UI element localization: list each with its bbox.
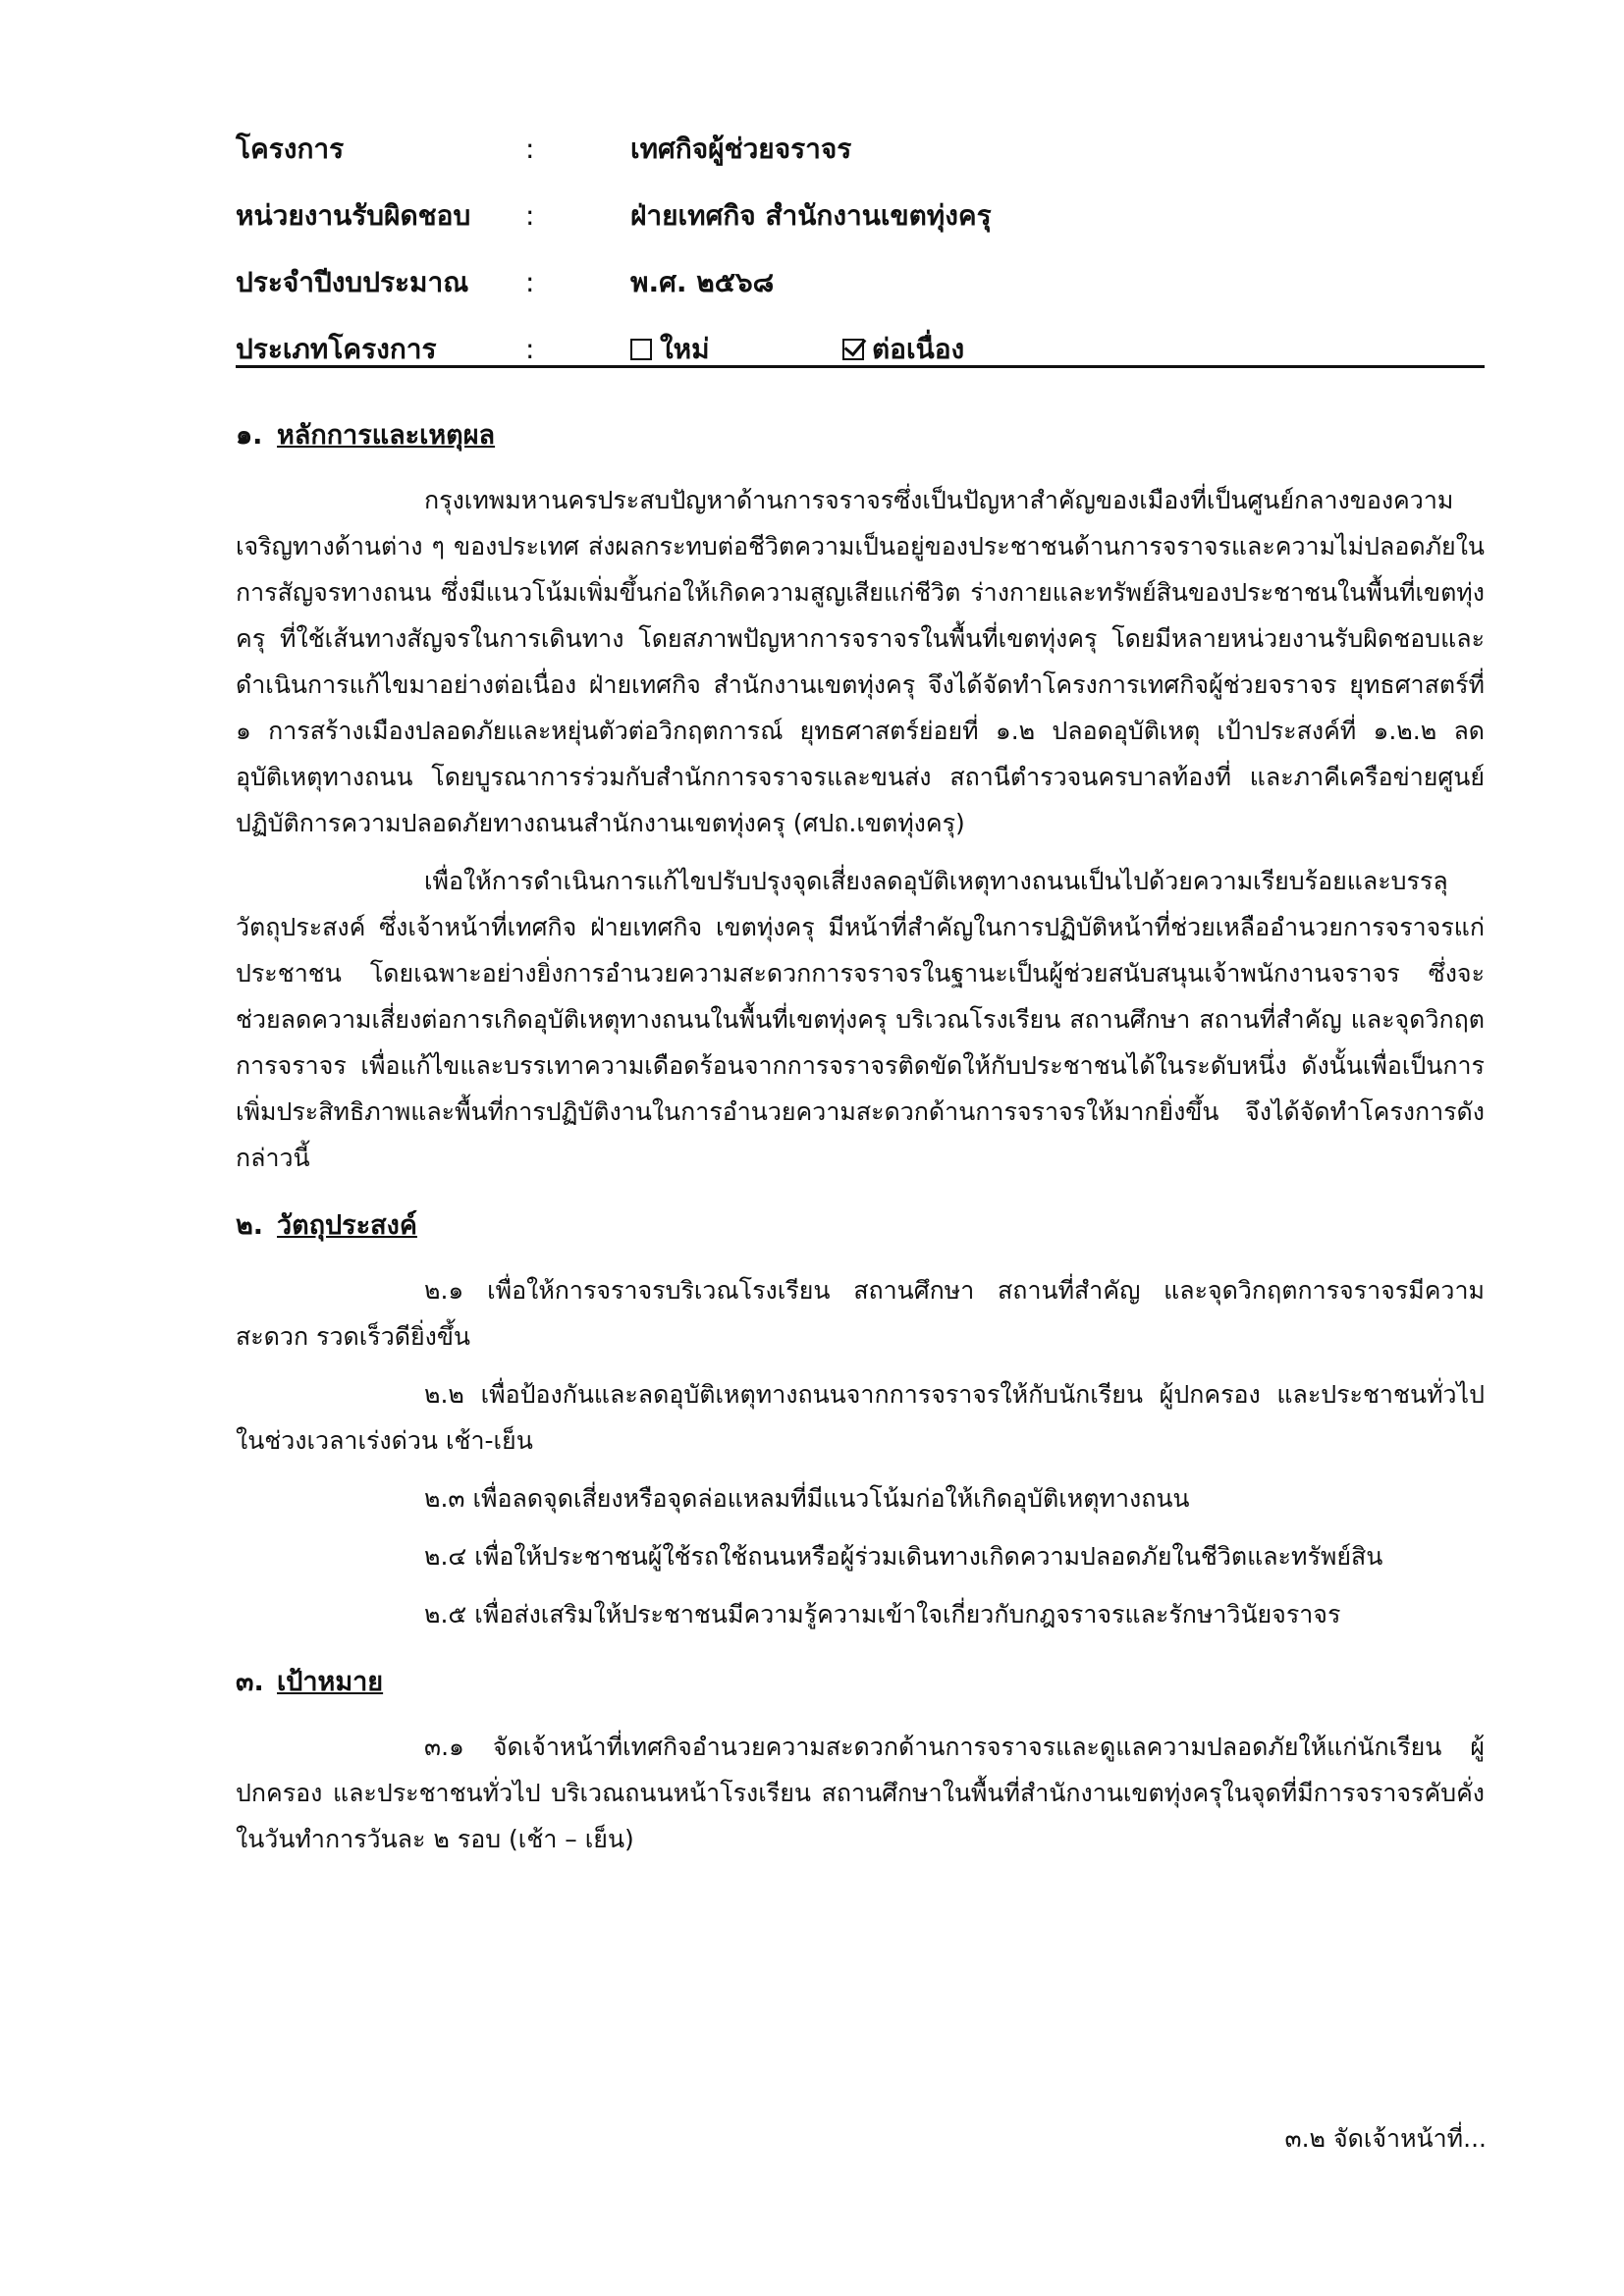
objective-item-4: ๒.๔ เพื่อให้ประชาชนผู้ใช้รถใช้ถนนหรือผู้ร่วมเดินทางเกิดความปลอดภัยในชีวิตและทรัพย์สิน (424, 1542, 1383, 1571)
section-number: ๓. (236, 1667, 264, 1697)
header-row-project (236, 116, 1485, 183)
rationale-paragraph-1: กรุงเทพมหานครประสบปัญหาด้านการจราจรซึ่งเป็นปัญหาสำคัญของเมืองที่เป็นศูนย์กลางของความเจริญทางด้านต่าง ๆ ของประเทศ ส่งผลกระทบต่อชีวิตความเป็นอยู่ของประชาชนด้านการจราจรและความไม่ปลอดภัยในการสัญจรทางถนน ซึ่งมีแนวโน้มเพิ่มขึ้นก่อให้เกิดความสูญเสียแก่ชีวิต ร่างกายและทรัพย์สินของประชาชนในพื้นที่เขตทุ่งครุ ที่ใช้เส้นทางสัญจรในการเดินทาง โดยสภาพปัญหาการจราจรในพื้นที่เขตทุ่งครุ โดยมีหลายหน่วยงานรับผิดชอบและดำเนินการแก้ไขมาอย่างต่อเนื่อง ฝ่ายเทศกิจ สำนักงานเขตทุ่งครุ จึงได้จัดทำโครงการเทศกิจผู้ช่วยจราจร ยุทธศาสตร์ที่ ๑ การสร้างเมืองปลอดภัยและหยุ่นตัวต่อวิกฤตการณ์ ยุทธศาสตร์ย่อยที่ ๑.๒ ปลอดอุบัติเหตุ เป้าประสงค์ที่ ๑.๒.๒ ลดอุบัติเหตุทางถนน โดยบูรณาการร่วมกับสำนักการจราจรและขนส่ง สถานีตำรวจนครบาลท้องที่ และภาคีเครือข่ายศูนย์ปฏิบัติการความปลอดภัยทางถนนสำนักงานเขตทุ่งครุ (ศปถ.เขตทุ่งครุ) (236, 486, 1485, 837)
rationale-paragraph-2: เพื่อให้การดำเนินการแก้ไขปรับปรุงจุดเสี่ยงลดอุบัติเหตุทางถนนเป็นไปด้วยความเรียบร้อยและบรรลุวัตถุประสงค์ ซึ่งเจ้าหน้าที่เทศกิจ ฝ่ายเทศกิจ เขตทุ่งครุ มีหน้าที่สำคัญในการปฏิบัติหน้าที่ช่วยเหลืออำนวยการจราจรแก่ประชาชน โดยเฉพาะอย่างยิ่งการอำนวยความสะดวกการจราจรในฐานะเป็นผู้ช่วยสนับสนุนเจ้าพนักงานจราจร ซึ่งจะช่วยลดความเสี่ยงต่อการเกิดอุบัติเหตุทางถนนในพื้นที่เขตทุ่งครุ บริเวณโรงเรียน สถานศึกษา สถานที่สำคัญ และจุดวิกฤตการจราจร เพื่อแก้ไขและบรรเทาความเดือดร้อนจากการจราจรติดขัดให้กับประชาชนได้ในระดับหนึ่ง ดังนั้นเพื่อเป็นการเพิ่มประสิทธิภาพและพื้นที่การปฏิบัติงานในการอำนวยความสะดวกด้านการจราจรให้มากยิ่งขึ้น จึงได้จัดทำโครงการดังกล่าวนี้ (236, 867, 1485, 1172)
checkbox-continue-checked-icon (842, 339, 864, 360)
document-body (236, 402, 1485, 1862)
header-row-fiscal-year (236, 249, 1485, 316)
objective-item-1: ๒.๑ เพื่อให้การจราจรบริเวณโรงเรียน สถานศึกษา สถานที่สำคัญ และจุดวิกฤตการจราจรมีความสะดวก รวดเร็วดียิ่งขึ้น (236, 1276, 1485, 1351)
project-header (236, 116, 1485, 383)
objective-item-3: ๒.๓ เพื่อลดจุดเสี่ยงหรือจุดล่อแหลมที่มีแนวโน้มก่อให้เกิดอุบัติเหตุทางถนน (424, 1484, 1190, 1513)
header-colon: : (525, 333, 535, 365)
header-value: เทศกิจผู้ช่วยจราจร (630, 133, 852, 165)
section-number: ๑. (236, 420, 263, 451)
section-title: หลักการและเหตุผล (277, 420, 496, 451)
option-continue-label: ต่อเนื่อง (872, 333, 965, 365)
option-continue (842, 316, 964, 383)
header-label: ประจำปีงบประมาณ (236, 266, 469, 298)
section-title: วัตถุประสงค์ (277, 1210, 417, 1241)
page-continuation: ๓.๒ จัดเจ้าหน้าที่... (1284, 2124, 1487, 2153)
header-colon: : (525, 199, 535, 232)
header-colon: : (525, 133, 535, 165)
section-title: เป้าหมาย (277, 1667, 384, 1697)
header-label: โครงการ (236, 133, 345, 165)
objective-item-2: ๒.๒ เพื่อป้องกันและลดอุบัติเหตุทางถนนจากการจราจรให้กับนักเรียน ผู้ปกครอง และประชาชนทั่วไปในช่วงเวลาเร่งด่วน เช้า-เย็น (236, 1380, 1485, 1455)
section-heading-objectives (236, 1197, 1485, 1255)
section-heading-targets (236, 1653, 1485, 1712)
option-new-label: ใหม่ (660, 333, 710, 365)
section-heading-rationale (236, 406, 1485, 465)
header-row-responsible-unit (236, 183, 1485, 249)
header-label: ประเภทโครงการ (236, 333, 437, 365)
header-colon: : (525, 266, 535, 298)
objective-item-5: ๒.๕ เพื่อส่งเสริมให้ประชาชนมีความรู้ความเข้าใจเกี่ยวกับกฎจราจรและรักษาวินัยจราจร (424, 1600, 1341, 1629)
checkbox-new-unchecked-icon (630, 339, 652, 360)
option-new (630, 316, 710, 383)
header-row-project-type (236, 316, 1485, 383)
header-label: หน่วยงานรับผิดชอบ (236, 199, 471, 232)
target-item-1: ๓.๑ จัดเจ้าหน้าที่เทศกิจอำนวยความสะดวกด้านการจราจรและดูแลความปลอดภัยให้แก่นักเรียน ผู้ปกครอง และประชาชนทั่วไป บริเวณถนนหน้าโรงเรียน สถานศึกษาในพื้นที่สำนักงานเขตทุ่งครุในจุดที่มีการจราจรคับคั่งในวันทำการวันละ ๒ รอบ (เช้า – เย็น) (236, 1733, 1485, 1853)
header-value: ฝ่ายเทศกิจ สำนักงานเขตทุ่งครุ (630, 199, 992, 232)
header-value: พ.ศ. ๒๕๖๘ (630, 266, 775, 298)
header-divider (236, 365, 1485, 368)
section-number: ๒. (236, 1210, 264, 1241)
